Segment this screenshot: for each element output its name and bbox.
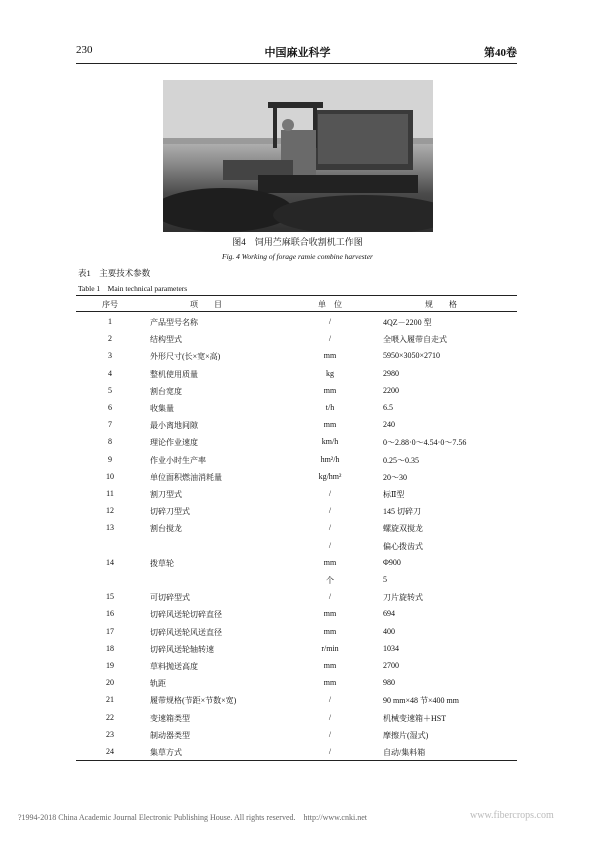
row-spec: 标Ⅱ型 xyxy=(383,490,405,499)
row-number: 4 xyxy=(108,368,112,378)
row-unit: / xyxy=(328,317,332,326)
row-spec: 240 xyxy=(383,420,395,430)
row-spec: 980 xyxy=(383,678,395,688)
row-spec: 机械变速箱＋HST xyxy=(383,713,447,723)
row-unit: mm xyxy=(323,678,337,688)
row-number: 23 xyxy=(106,729,114,739)
row-unit: mm xyxy=(323,661,337,670)
volume-label: 第40卷 xyxy=(484,47,517,59)
row-unit: / xyxy=(328,506,332,516)
row-spec: 偏心拨齿式 xyxy=(383,541,423,551)
row-unit: / xyxy=(328,712,332,722)
row-spec: 2980 xyxy=(383,368,399,378)
row-item: 外形尺寸(长×宽×高) xyxy=(150,352,221,362)
row-item: 集草方式 xyxy=(150,748,182,757)
row-number: 2 xyxy=(108,334,112,344)
row-number: 9 xyxy=(108,454,112,464)
row-number: 16 xyxy=(106,609,114,619)
row-unit: / xyxy=(328,523,332,533)
row-unit: mm xyxy=(323,557,337,567)
row-unit: kg/hm² xyxy=(318,471,342,481)
row-item: 割台宽度 xyxy=(150,386,182,396)
row-item: 切碎刀型式 xyxy=(150,507,190,517)
row-item: 单位面积燃油消耗量 xyxy=(150,472,222,482)
row-item: 理论作业速度 xyxy=(150,438,198,448)
row-item: 整机使用质量 xyxy=(150,369,198,379)
row-spec: 400 xyxy=(383,626,395,636)
row-spec: 0～2.88·0～4.54·0～7.56 xyxy=(383,438,467,448)
row-unit: mm xyxy=(323,609,337,619)
row-number: 11 xyxy=(106,489,114,498)
row-unit: / xyxy=(328,592,332,602)
row-spec: 0.25～0.35 xyxy=(383,455,419,465)
table-bottom-rule xyxy=(76,760,517,761)
row-item: 轨距 xyxy=(150,679,166,689)
row-item: 切碎风送轮切碎直径 xyxy=(150,610,222,620)
row-spec: 自动/集料箱 xyxy=(383,748,426,757)
row-item: 产品型号名称 xyxy=(150,318,198,327)
row-unit: hm²/h xyxy=(320,454,340,464)
row-number: 12 xyxy=(106,506,114,516)
row-unit: t/h xyxy=(325,403,335,412)
row-spec: 5 xyxy=(383,575,387,584)
row-unit: / xyxy=(328,489,332,498)
row-spec: 螺旋双搅龙 xyxy=(383,524,423,534)
column-header-spec: 规 格 xyxy=(425,300,457,309)
row-number: 8 xyxy=(108,437,112,447)
watermark: www.fibercrops.com xyxy=(470,810,554,821)
row-spec: 5950×3050×2710 xyxy=(383,351,441,361)
row-item: 割刀型式 xyxy=(150,490,182,499)
row-item: 切碎风送轮风送直径 xyxy=(150,627,222,637)
copyright-footer: ?1994-2018 China Academic Journal Electronic Publishing House. All rights reserved. http://www.cnki.net xyxy=(18,813,367,822)
column-header-item: 项 目 xyxy=(190,300,222,309)
row-item: 作业小时生产率 xyxy=(150,455,206,465)
harvester-illustration xyxy=(163,80,433,232)
row-spec: 全喂入履带自走式 xyxy=(383,335,447,345)
column-header-no: 序号 xyxy=(102,300,118,309)
table-title-cn: 表1 主要技术参数 xyxy=(78,268,151,278)
row-item: 结构型式 xyxy=(150,335,182,345)
row-number: 1 xyxy=(108,317,112,326)
table-header-rule xyxy=(76,311,517,312)
row-unit: mm xyxy=(323,385,337,395)
column-header-unit: 单 位 xyxy=(318,300,342,309)
row-unit: mm xyxy=(323,351,337,361)
row-unit: / xyxy=(328,695,332,705)
row-spec: 2700 xyxy=(383,661,399,670)
row-number: 7 xyxy=(108,420,112,430)
row-number: 21 xyxy=(106,695,114,705)
row-spec: 4QZ－2200 型 xyxy=(383,318,432,327)
row-number: 6 xyxy=(108,403,112,412)
harvester-photo xyxy=(163,80,433,232)
header-rule xyxy=(76,63,517,64)
row-spec: 1034 xyxy=(383,643,399,653)
figure-caption-cn: 图4 饲用苎麻联合收割机工作图 xyxy=(232,237,363,247)
row-spec: 20～30 xyxy=(383,472,407,482)
row-number: 19 xyxy=(106,661,114,670)
row-spec: 694 xyxy=(383,609,395,619)
row-number: 14 xyxy=(106,557,114,567)
row-item: 割台搅龙 xyxy=(150,524,182,534)
row-item: 草料抛送高度 xyxy=(150,662,198,671)
row-number: 22 xyxy=(106,712,114,722)
row-number: 18 xyxy=(106,643,114,653)
row-spec: 刀片旋转式 xyxy=(383,593,423,603)
journal-name: 中国麻业科学 xyxy=(264,47,331,59)
row-item: 切碎风送轮轴转速 xyxy=(150,644,214,654)
row-spec: 145 切碎刀 xyxy=(383,507,421,517)
row-number: 13 xyxy=(106,523,114,533)
row-unit: / xyxy=(328,747,332,756)
row-number: 24 xyxy=(106,747,114,756)
row-item: 收集量 xyxy=(150,404,174,413)
figure-caption-en: Fig. 4 Working of forage ramie combine harvester xyxy=(222,252,373,261)
row-unit: r/min xyxy=(321,643,339,653)
row-spec: 6.5 xyxy=(383,403,393,412)
row-spec: Φ900 xyxy=(383,557,401,567)
row-item: 履带规格(节距×节数×宽) xyxy=(150,696,237,706)
table-top-rule xyxy=(76,295,517,296)
row-item: 拨草轮 xyxy=(150,558,174,568)
row-unit: km/h xyxy=(321,437,339,447)
row-number: 10 xyxy=(106,471,114,481)
row-spec: 90 mm×48 节×400 mm xyxy=(383,696,459,706)
row-item: 制动器类型 xyxy=(150,730,190,740)
row-spec: 2200 xyxy=(383,385,399,395)
row-unit: kg xyxy=(326,368,334,378)
row-number: 5 xyxy=(108,385,112,395)
row-unit: 个 xyxy=(326,576,334,585)
row-spec: 摩擦片(湿式) xyxy=(383,730,429,740)
row-number: 20 xyxy=(106,678,114,688)
row-item: 变速箱类型 xyxy=(150,713,190,723)
page-number: 230 xyxy=(76,44,93,56)
row-unit: mm xyxy=(323,626,337,636)
row-unit: mm xyxy=(323,420,337,430)
row-item: 可切碎型式 xyxy=(150,593,190,603)
row-unit: / xyxy=(328,334,332,344)
row-unit: / xyxy=(328,729,332,739)
row-number: 17 xyxy=(106,626,114,636)
row-item: 最小离地间隙 xyxy=(150,421,198,431)
table-title-en: Table 1 Main technical parameters xyxy=(78,284,188,293)
row-unit: / xyxy=(328,540,332,550)
row-number: 3 xyxy=(108,351,112,361)
row-number: 15 xyxy=(106,592,114,602)
